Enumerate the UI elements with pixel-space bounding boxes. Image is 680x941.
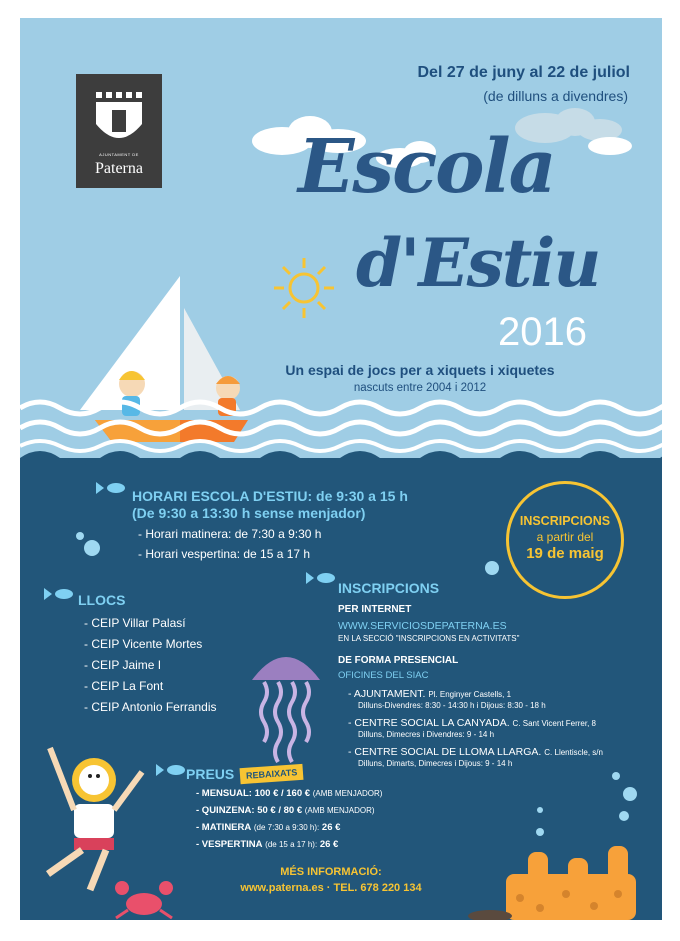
more-info-label: MÉS INFORMACIÓ: — [280, 866, 382, 878]
office-address: C. Llentiscle, s/n — [544, 748, 603, 757]
price-note: (AMB MENJADOR) — [312, 789, 383, 798]
price-value: 26 € — [321, 822, 341, 833]
registration-heading: INSCRIPCIONS — [338, 580, 440, 596]
registration-section — [338, 580, 658, 768]
office-item — [348, 746, 658, 768]
contact-info[interactable]: www.paterna.es · TEL. 678 220 134 — [240, 882, 422, 894]
price-label: - QUINZENA: 50 € / 80 € — [196, 805, 303, 816]
office-hours: Dilluns, Dimecres i Divendres: 9 - 14 h — [358, 730, 495, 739]
price-value: 26 € — [319, 839, 339, 850]
internet-note: EN LA SECCIÓ "INSCRIPCIONS EN ACTIVITATS" — [338, 634, 520, 643]
price-item — [196, 822, 382, 833]
office-item — [348, 717, 658, 739]
badge-line2: a partir del — [536, 530, 594, 544]
internet-url[interactable]: WWW.SERVICIOSDEPATERNA.ES — [338, 620, 507, 632]
coral-icon — [506, 846, 636, 920]
discount-tag: REBAIXATS — [240, 764, 304, 784]
location-item: - CEIP Vicente Mortes — [84, 637, 203, 651]
price-note: (AMB MENJADOR) — [304, 806, 375, 815]
locations-heading: LLOCS — [78, 592, 126, 608]
prices-heading: PREUS — [186, 766, 235, 782]
dates: Del 27 de juny al 22 de juliol — [417, 64, 630, 81]
jellyfish-icon — [252, 657, 320, 762]
internet-title: PER INTERNET — [338, 604, 412, 615]
sailboat-icon — [80, 276, 248, 442]
location-item: - CEIP La Font — [84, 679, 164, 693]
schedule-item: - Horari matinera: de 7:30 a 9:30 h — [138, 527, 322, 541]
schedule-section — [132, 488, 408, 567]
crab-icon — [115, 881, 173, 918]
fish-icon — [306, 572, 335, 584]
schedule-heading: HORARI ESCOLA D'ESTIU: de 9:30 a 15 h — [132, 488, 408, 504]
office-hours: Dilluns-Divendres: 8:30 - 14:30 h i Dijous: 8:30 - 18 h — [358, 701, 546, 710]
price-label: - MENSUAL: 100 € / 160 € — [196, 788, 311, 799]
fish-icon — [96, 482, 125, 494]
poster — [20, 18, 662, 920]
rock-decor — [468, 910, 512, 920]
fish-icon — [156, 764, 185, 776]
birth-years: nascuts entre 2004 i 2012 — [353, 382, 487, 394]
presencial-title: DE FORMA PRESENCIAL — [338, 655, 459, 666]
locations-section — [78, 592, 217, 721]
office-hours: Dilluns, Dimarts, Dimecres i Dijous: 9 - 14 h — [358, 759, 513, 768]
office-item — [348, 688, 658, 710]
price-note: (de 7:30 a 9:30 h): — [253, 823, 320, 832]
paterna-logo — [76, 74, 162, 188]
location-item: - CEIP Antonio Ferrandis — [84, 700, 217, 714]
subtitle: Un espai de jocs per a xiquets i xiquetes — [285, 362, 555, 378]
price-item — [196, 805, 382, 816]
offices-title: OFICINES DEL SIAC — [338, 670, 429, 681]
days: (de dilluns a divendres) — [483, 88, 628, 104]
logo-name: Paterna — [95, 160, 143, 177]
price-item — [196, 839, 382, 850]
title-escola: Escola — [298, 124, 555, 210]
fish-icon — [44, 588, 73, 600]
logo-small-text: AJUNTAMENT DE — [99, 152, 139, 157]
badge-line1: INSCRIPCIONS — [519, 514, 611, 528]
office-name: - CENTRE SOCIAL LA CANYADA. — [348, 717, 510, 729]
office-address: C. Sant Vicent Ferrer, 8 — [512, 719, 596, 728]
sun-icon — [274, 258, 334, 318]
price-note: (de 15 a 17 h): — [265, 840, 318, 849]
castle-logo-icon — [94, 90, 144, 148]
price-item — [196, 788, 382, 799]
badge-line3: 19 de maig — [526, 545, 604, 562]
schedule-alt: (De 9:30 a 13:30 h sense menjador) — [132, 505, 366, 521]
location-item: - CEIP Villar Palasí — [84, 616, 186, 630]
price-label: - VESPERTINA — [196, 839, 263, 850]
title-estiu: d'Estiu — [356, 224, 600, 302]
price-label: - MATINERA — [196, 822, 252, 833]
office-name: - AJUNTAMENT. — [348, 688, 426, 700]
office-name: - CENTRE SOCIAL DE LLOMA LLARGA. — [348, 746, 542, 758]
office-address: Pl. Enginyer Castells, 1 — [428, 690, 512, 699]
diver-icon — [48, 748, 142, 890]
location-item: - CEIP Jaime I — [84, 658, 162, 672]
title-year: 2016 — [498, 310, 587, 354]
schedule-item: - Horari vespertina: de 15 a 17 h — [138, 547, 311, 561]
